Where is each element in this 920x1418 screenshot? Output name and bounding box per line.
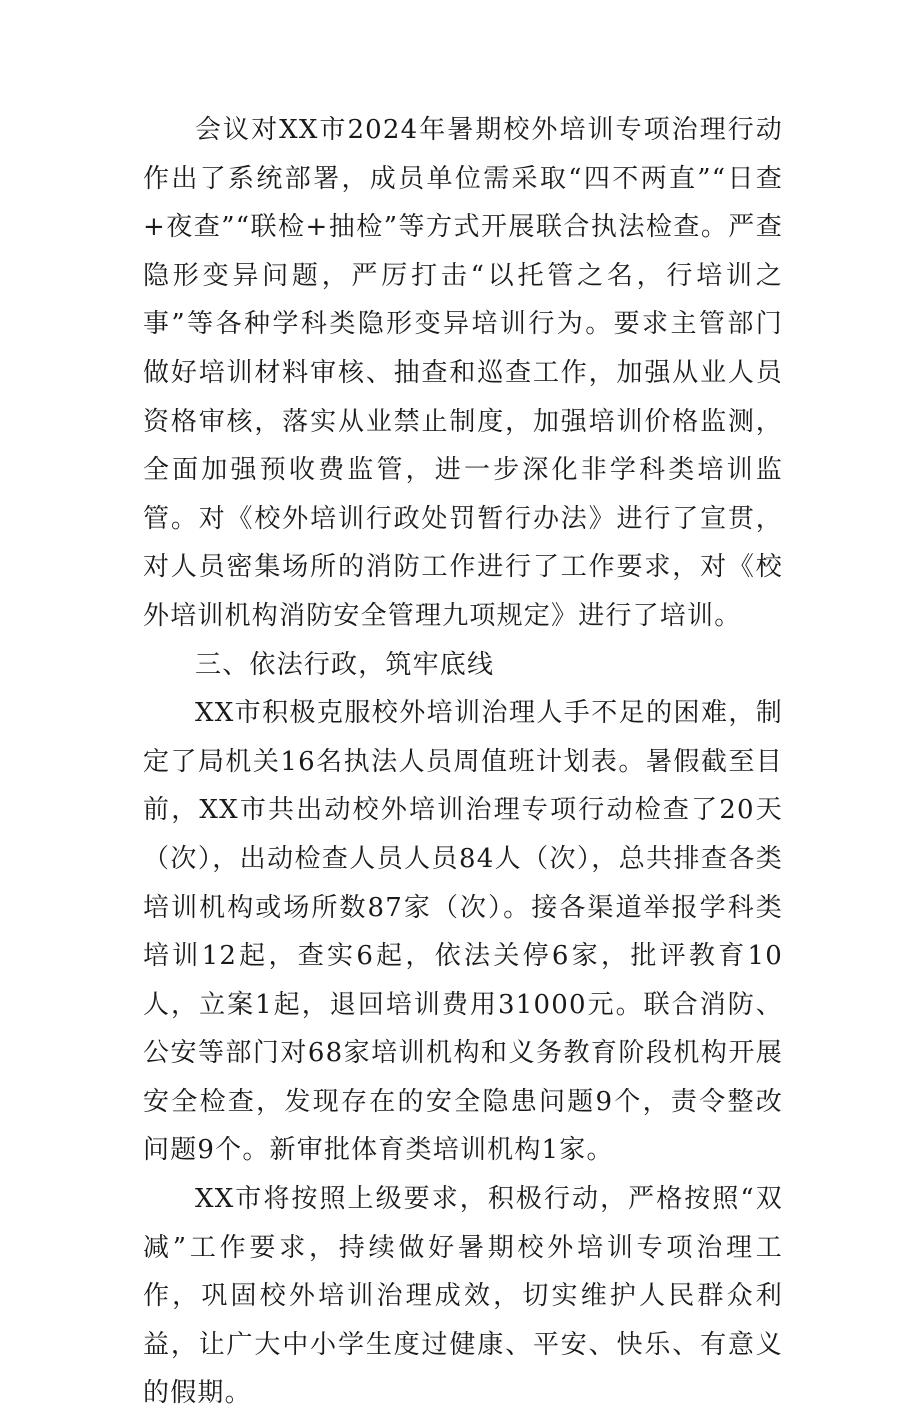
paragraph-inspection-statistics: XX市积极克服校外培训治理人手不足的困难，制定了局机关16名执法人员周值班计划表。暑假截至目前，XX市共出动校外培训治理专项行动检查了20天（次），出动检查人员人员84人（次），总共排查各类培训机构或场所数87家（次）。接各渠道举报学科类培训12起，查实6起，依法关停6家，批评教育10人，立案1起，退回培训费用31000元。联合消防、公安等部门对68家培训机构和义务教育阶段机构开展安全检查，发现存在的安全隐患问题9个，责令整改问题9个。新审批体育类培训机构1家。	[143, 698, 783, 1166]
paragraph-meeting-deployment: 会议对XX市2024年暑期校外培训专项治理行动作出了系统部署，成员单位需采取“四不两直”“日查+夜查”“联检+抽检”等方式开展联合执法检查。严查隐形变异问题，严厉打击“以托管之名，行培训之事”等各种学科类隐形变异培训行为。要求主管部门做好培训材料审核、抽查和巡查工作，加强从业人员资格审核，落实从业禁止制度，加强培训价格监测，全面加强预收费监管，进一步深化非学科类培训监管。对《校外培训行政处罚暂行办法》进行了宣贯，对人员密集场所的消防工作进行了工作要求，对《校外培训机构消防安全管理九项规定》进行了培训。	[143, 115, 783, 631]
document-body	[143, 106, 783, 1418]
section-heading-law-enforcement: 三、依法行政，筑牢底线	[195, 649, 495, 680]
paragraph-future-plan: XX市将按照上级要求，积极行动，严格按照“双减”工作要求，持续做好暑期校外培训专项治理工作，巩固校外培训治理成效，切实维护人民群众利益，让广大中小学生度过健康、平安、快乐、有意义的假期。	[143, 1184, 783, 1409]
